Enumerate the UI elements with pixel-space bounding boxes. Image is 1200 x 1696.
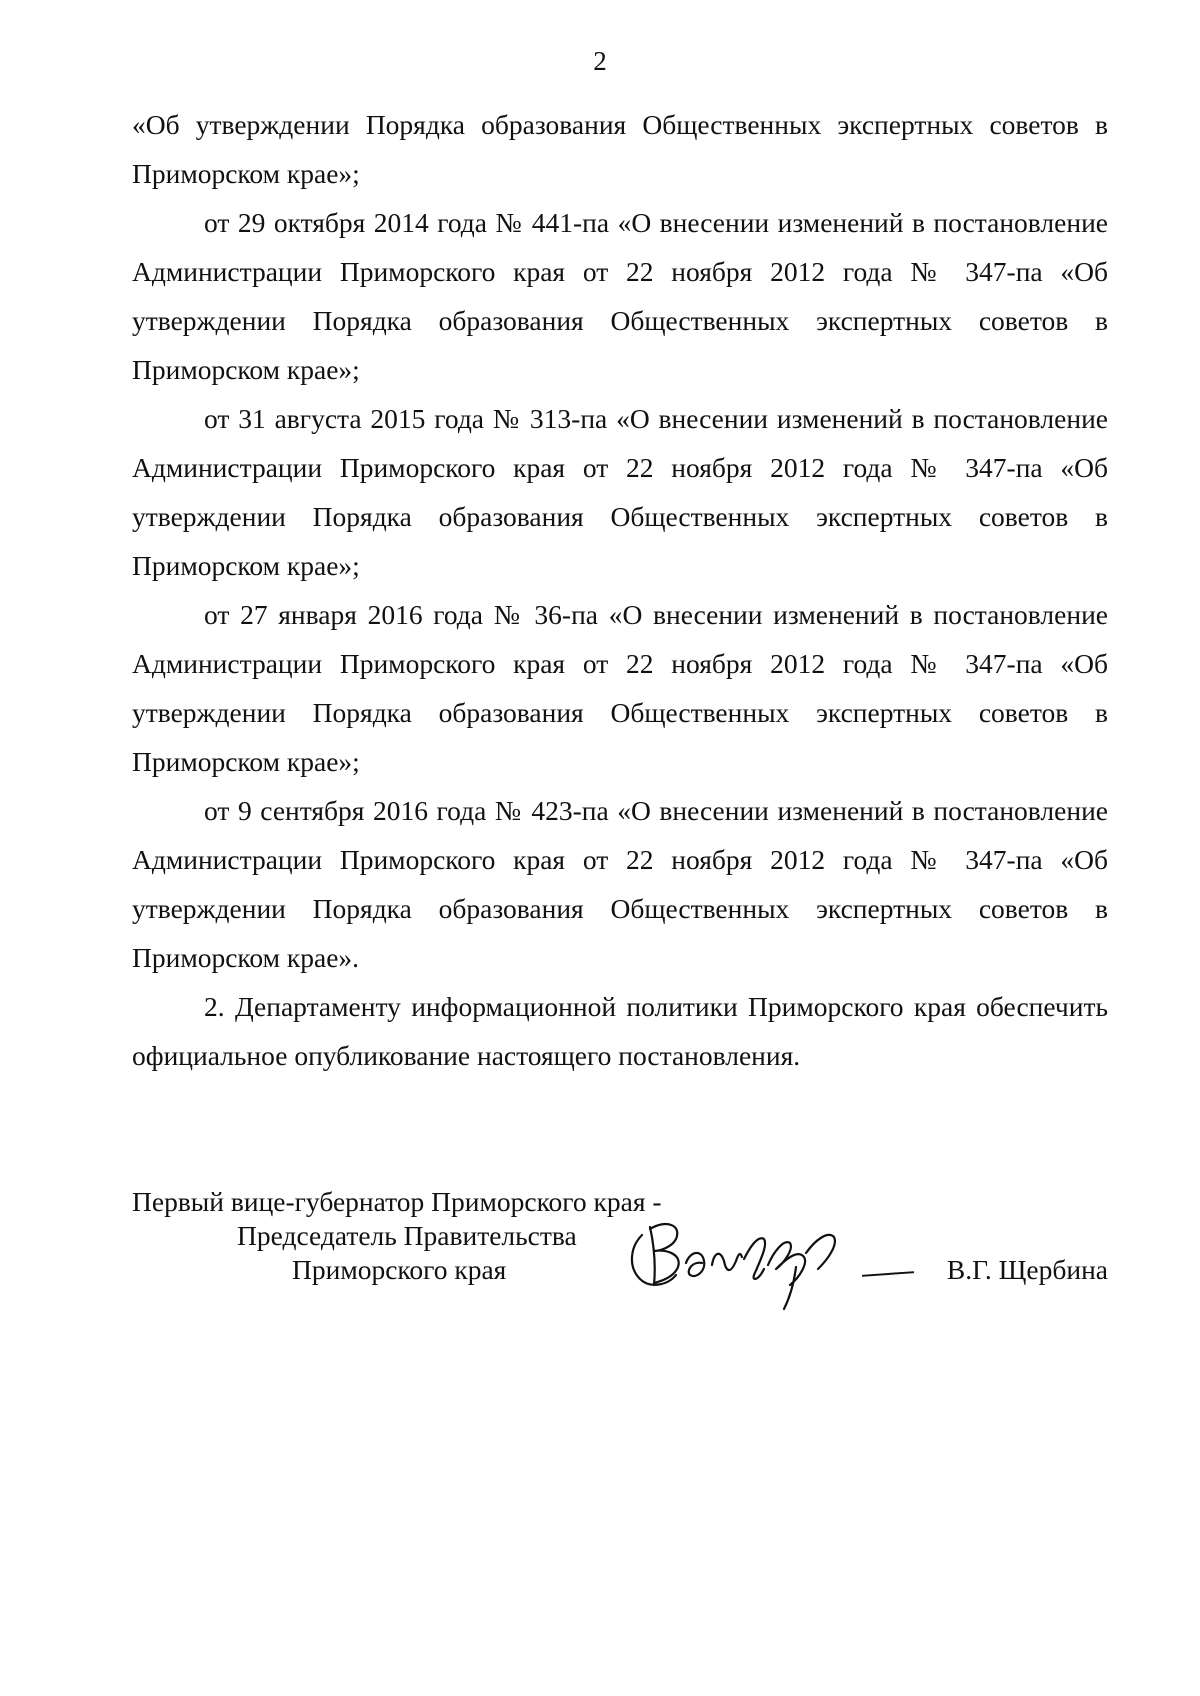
document-body	[132, 100, 1108, 1080]
paragraph-resolution-36: от 27 января 2016 года № 36-па «О внесении изменений в постановление Администрации Приморского края от 22 ноября 2012 года № 347-па «Об утверждении Порядка образования Общественных экспертных советов в Приморском крае»;	[132, 599, 1108, 777]
signer-name: В.Г. Щербина	[946, 1254, 1108, 1285]
paragraph-continuation: «Об утверждении Порядка образования Общественных экспертных советов в Приморском крае»;	[132, 109, 1108, 189]
handwritten-signature	[620, 1205, 880, 1315]
signatory-position-line3: Приморского края	[292, 1254, 507, 1285]
signatory-position-line1: Первый вице-губернатор Приморского края -	[132, 1186, 662, 1217]
signatory-position-line2: Председатель Правительства	[237, 1220, 577, 1251]
signature-block	[132, 1185, 1108, 1325]
paragraph-resolution-313: от 31 августа 2015 года № 313-па «О внесении изменений в постановление Администрации Приморского края от 22 ноября 2012 года № 347-па «Об утверждении Порядка образования Общественных экспертных советов в Приморском крае»;	[132, 403, 1108, 581]
paragraph-item-2: 2. Департаменту информационной политики Приморского края обеспечить официальное опубликование настоящего постановления.	[132, 991, 1108, 1071]
paragraph-resolution-441: от 29 октября 2014 года № 441-па «О внесении изменений в постановление Администрации Приморского края от 22 ноября 2012 года № 347-па «Об утверждении Порядка образования Общественных экспертных советов в Приморском крае»;	[132, 207, 1108, 385]
paragraph-resolution-423: от 9 сентября 2016 года № 423-па «О внесении изменений в постановление Администрации Приморского края от 22 ноября 2012 года № 347-па «Об утверждении Порядка образования Общественных экспертных советов в Приморском крае».	[132, 795, 1108, 973]
page-number: 2	[593, 46, 607, 76]
